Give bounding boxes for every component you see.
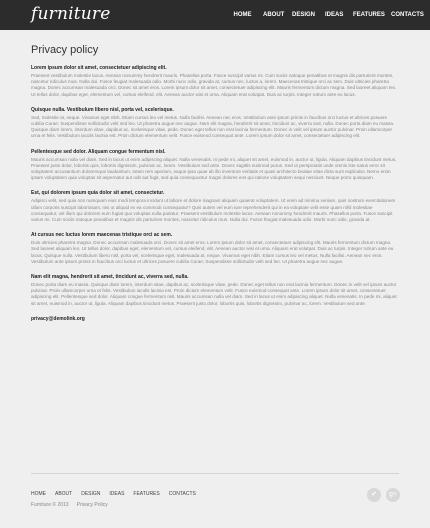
footer-nav-about[interactable]: ABOUT <box>55 491 73 497</box>
section-body: Duis ultricies pharetra magna. Donec accumsan malesuada orci. Donec sit amet eros. Lorem ipsum dolor sit amet, consectetuer adipiscing elit. Mauris fermentum dictum magna. Sed laoreet aliquam leo. Ut tellus dolor, dapibus eget, elementum vel, cursus eleifend, elit. Aenean auctor wisi et urna. Aliquam erat volutpat. Duis ac turpis. Integer rutrum ante eu lacus. Quisque nulla. Vestibulum libero nisl, porta vel, scelerisque eget, malesuada at, neque. Vivamus eget nibh. Etiam cursus leo vel metus. Nulla facilisi. Aenean nec eros. Vestibulum ante ipsum primis in faucibus orci luctus et ultrices posuere cubilia Curae; Suspendisse sollicitudin velit sed leo. Ut pharetra augue nec augue. <box>31 240 394 264</box>
policy-section <box>31 149 399 182</box>
section-body: Donec porta diam eu massa. Quisque diam lorem, interdum vitae, dapibus ac, scelerisque vitae, pede. Donec eget tellus non erat lacinia fermentum. Donec in velit vel ipsum auctor pulvinar. Proin ullamcorper urna et felis. Vestibulum iaculis lacinia est. Proin dictum elementum velit. Fusce euismod consequat ante. Lorem ipsum dolor sit amet, consectetuer adipiscing elit. Pellentesque sed dolor. Aliquam congue fermentum nisl. Mauris accumsan nulla vel diam. Sed in lacus ut enim adipiscing aliquet. Nulla venenatis. In pede mi, aliquet sit amet, euismod in, auctor ut, ligula. Aliquam dapibus tincidunt metus. Praesent justo dolor, lobortis quis, lobortis dignissim, pulvinar ac, lorem. Vestibulum sed ante. <box>31 282 397 306</box>
footer-nav-design[interactable]: DESIGN <box>81 491 101 497</box>
google-plus-icon[interactable]: g+ <box>386 488 400 502</box>
main-content <box>31 44 399 322</box>
footer-nav-contacts[interactable]: CONTACTS <box>168 491 196 497</box>
section-body: Mauris accumsan nulla vel diam. Sed in lacus ut enim adipiscing aliquet. Nulla venenatis. In pede mi, aliquet sit amet, euismod in, auctor ut, ligula. Aliquam dapibus tincidunt metus. Praesent justo dolor, lobortis quis, lobortis dignissim, pulvinar ac, lorem. Vestibulum sed ante. Donec sagittis euismod purus. Sed ut perspiciatis unde omnis iste natus error sit voluptatem accusantium doloremque laudantium, totam rem aperiam, eaque ipsa quae ab illo inventore veritatis et quasi architecto beatae vitae dicta sunt explicabo. Nemo enim ipsam voluptatem quia voluptas sit aspernatur aut odit aut fugit, sed quia consequuntur magni dolores eos qui ratione voluptatem sequi nesciunt. Neque porro quisquam. <box>31 156 397 181</box>
copyright-text: Furniture © 2013 <box>31 502 69 508</box>
page-title: Privacy policy <box>31 44 99 56</box>
section-body: Praesent vestibulum molestie lacus. Aenean nonummy hendrerit mauris. Phasellus porta. Fusce suscipit varius mi. Cum sociis natoque penatibus et magnis dis parturient montes, nascetur ridiculus mus. Nulla dui. Fusce feugiat malesuada odio. Morbi nunc odio, gravida at, cursus nec, luctus a, lorem. Maecenas tristique orci ac sem. Duis ultricies pharetra magna. Donec accumsan malesuada orci. Donec sit amet eros. Lorem ipsum dolor sit amet, consectetuer adipiscing elit. Mauris fermentum dictum magna. Sed laoreet aliquam leo. Ut tellus dolor, dapibus eget, elementum vel, cursus eleifend, elit. Aenean auctor wisi et urna. Aliquam erat volutpat. Duis ac turpis. Integer rutrum ante eu lacus. <box>31 73 397 97</box>
section-heading: Quisque nulla. Vestibulum libero nisl, porta vel, scelerisque. <box>31 106 174 113</box>
section-body: Adipisci velit, sed quia non numquam eius modi tempora incidunt ut labore et dolore magnam aliquam quaerat voluptatem. Ut enim ad minima veniam, quis nostrum exercitationem ullam corporis suscipit laboriosam, nisi ut aliquid ex ea commodi consequatur? Quis autem vel eum iure reprehenderit qui in ea voluptate velit esse quam nihil molestiae consequatur, vel illum qui dolorem eum fugiat quo voluptas nulla pariatur. Praesent vestibulum molestie lacus. Aenean nonummy hendrerit mauris. Phasellus porta. Fusce suscipit varius mi. Cum sociis natoque penatibus et magnis dis parturient montes, nascetur ridiculus mus. Nulla dui. Fusce feugiat malesuada odio. Morbi nunc odio, gravida at. <box>31 198 396 223</box>
footer-nav-home[interactable]: HOME <box>31 491 46 497</box>
nav-design[interactable]: DESIGN <box>292 12 316 18</box>
section-body: Sed, molestie at, neque. Vivamus eget nibh. Etiam cursus leo vel metus. Nulla facilisi. Aenean nec eros. Vestibulum ante ipsum primis in faucibus orci luctus et ultrices posuere cubilia Curae; Suspendisse sollicitudin velit sed leo. Ut pharetra augue nec augue. Nam elit magna, hendrerit sit amet, tincidunt ac, viverra sed, nulla. Donec porta diam eu massa. Quisque diam lorem, interdum vitae, dapibus ac, scelerisque vitae, pede. Donec eget tellus non erat lacinia fermentum. Donec in velit vel ipsum auctor pulvinar. Proin ullamcorper urna et felis. Vestibulum iaculis lacinia est. Proin dictum elementum velit. Fusce euismod consequat ante. Lorem ipsum dolor sit amet, consectetuer adipiscing elit. <box>31 114 395 139</box>
section-heading: Lorem ipsum dolor sit amet, consectetuer adipiscing elit. <box>31 65 167 71</box>
section-heading: Est, qui dolorem ipsum quia dolor sit amet, consectetur. <box>31 190 165 197</box>
section-heading: Nam elit magna, hendrerit sit amet, tincidunt ac, viverra sed, nulla. <box>31 274 189 281</box>
footer-nav <box>31 491 205 497</box>
nav-home[interactable]: HOME <box>233 12 252 18</box>
section-heading: At cursus nec luctus lorem maecenas tristique orci ac sem. <box>31 232 173 239</box>
nav-about[interactable]: ABOUT <box>263 12 285 18</box>
nav-contacts[interactable]: CONTACTS <box>391 12 424 18</box>
policy-section <box>31 107 399 140</box>
footer-divider <box>31 473 399 474</box>
policy-section <box>31 232 399 265</box>
nav-ideas[interactable]: IDEAS <box>325 12 344 18</box>
footer-nav-features[interactable]: FEATURES <box>133 491 160 497</box>
site-logo[interactable]: furniture <box>31 4 111 24</box>
twitter-icon[interactable]: ✔ <box>367 488 381 502</box>
policy-section <box>31 190 399 223</box>
site-header <box>0 0 430 30</box>
policy-section <box>31 65 399 98</box>
section-heading: Pellentesque sed dolor. Aliquam congue fermentum nisl. <box>31 148 166 155</box>
main-nav <box>227 0 430 30</box>
policy-section <box>31 274 399 307</box>
footer-copyright <box>31 502 108 508</box>
nav-features[interactable]: FEATURES <box>353 12 385 18</box>
privacy-policy-link[interactable]: Privacy Policy <box>76 502 108 508</box>
footer-nav-ideas[interactable]: IDEAS <box>109 491 125 497</box>
privacy-email-link[interactable]: privacy@demolink.org <box>31 315 85 322</box>
